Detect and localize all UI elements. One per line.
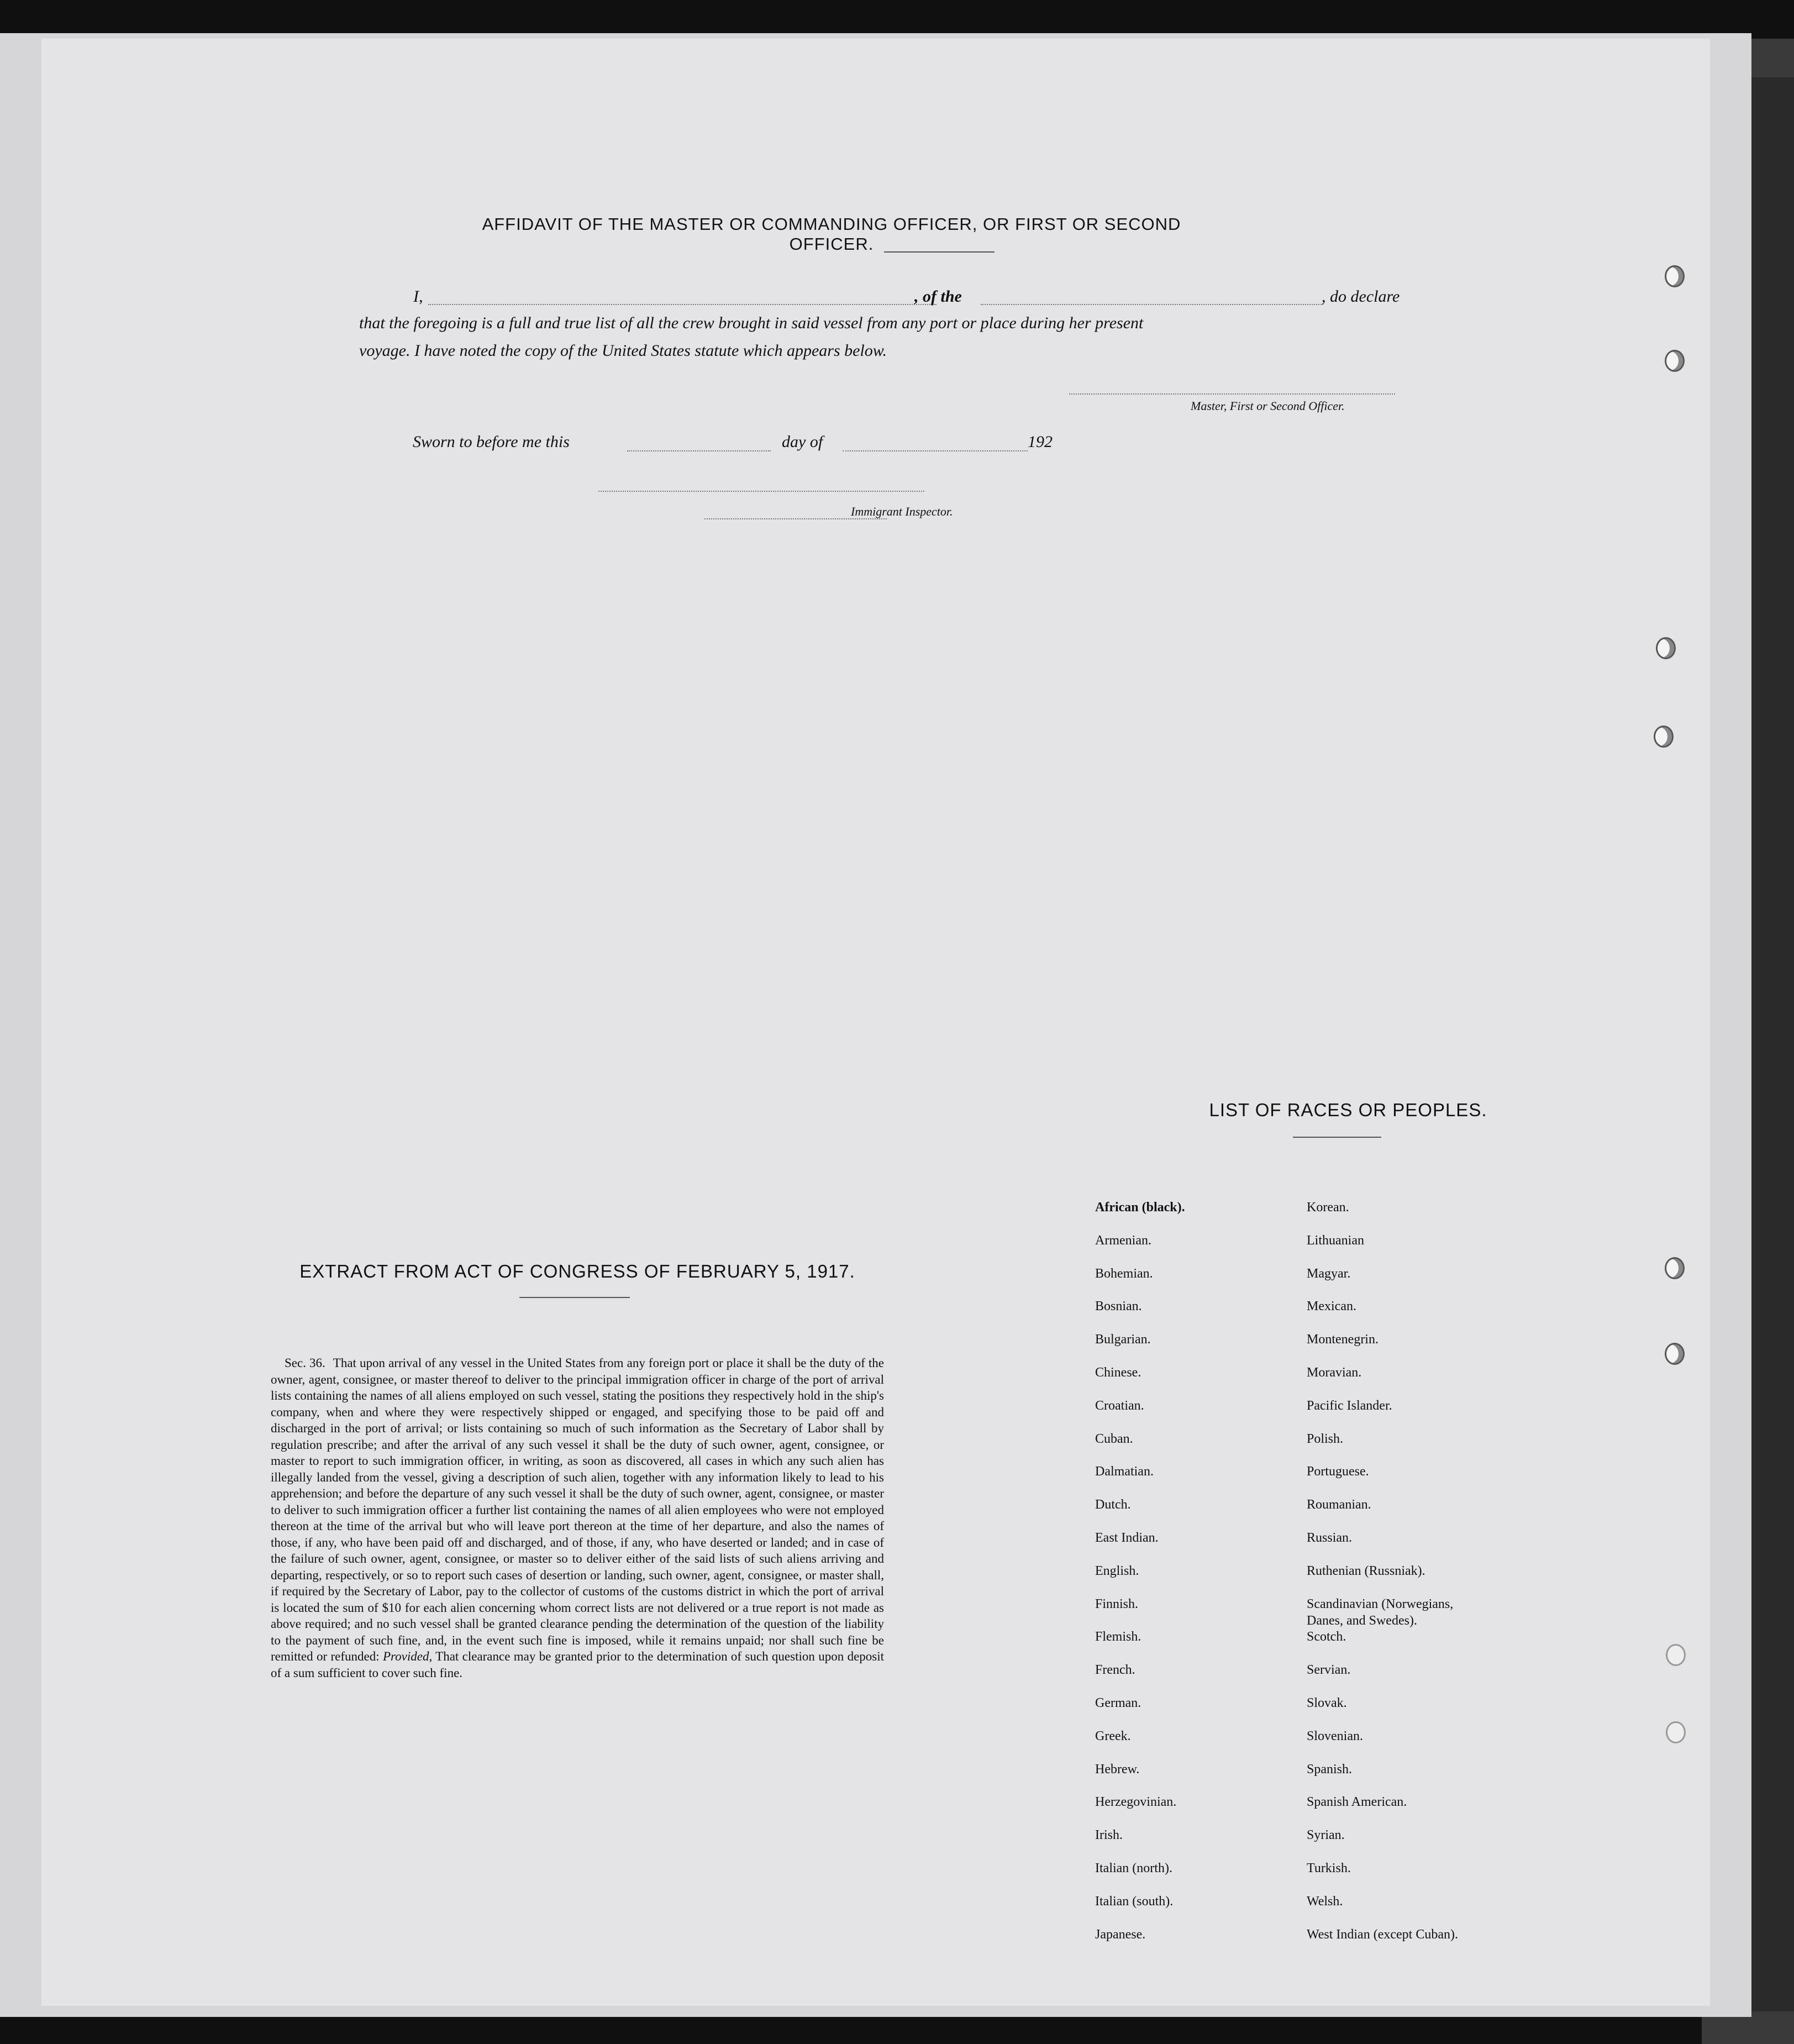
race-item: Turkish.	[1307, 1861, 1351, 1875]
race-item: English.	[1095, 1563, 1139, 1578]
binding-hole	[1666, 1644, 1686, 1666]
binding-hole	[1665, 1343, 1685, 1365]
affidavit-i-label: I,	[413, 287, 423, 306]
race-item: German.	[1095, 1696, 1141, 1710]
act-section-36	[271, 1355, 884, 1681]
race-item: Hebrew.	[1095, 1762, 1140, 1777]
race-item: Bosnian.	[1095, 1299, 1142, 1314]
inspector-caption: Immigrant Inspector.	[851, 505, 953, 518]
section-label: Sec. 36.	[285, 1356, 325, 1370]
race-item: Italian (north).	[1095, 1861, 1172, 1875]
binding-hole	[1666, 1721, 1686, 1743]
race-item: Ruthenian (Russniak).	[1307, 1563, 1425, 1578]
race-item: Chinese.	[1095, 1365, 1141, 1380]
provided-word: Provided,	[382, 1649, 433, 1663]
race-item: Armenian.	[1095, 1233, 1151, 1248]
race-item: Pacific Islander.	[1307, 1398, 1392, 1413]
race-item: Scandinavian (Norwegians,	[1307, 1596, 1454, 1611]
master-caption: Master, First or Second Officer.	[1191, 399, 1345, 413]
race-item: Finnish.	[1095, 1596, 1139, 1611]
race-item: Welsh.	[1307, 1894, 1343, 1909]
race-item: West Indian (except Cuban).	[1307, 1927, 1458, 1942]
race-item: Bulgarian.	[1095, 1332, 1151, 1347]
race-item: Spanish.	[1307, 1762, 1353, 1777]
affidavit-line-3: voyage. I have noted the copy of the United States statute which appears below.	[359, 341, 887, 360]
binding-hole	[1665, 350, 1685, 372]
inspector-line-upper	[598, 491, 924, 492]
sworn-year: 192	[1028, 433, 1053, 451]
race-item: Magyar.	[1307, 1266, 1351, 1281]
race-item: Roumanian.	[1307, 1497, 1371, 1512]
section-text-1: That upon arrival of any vessel in the United States from any foreign port or place it shall be the duty of the owner, agent, consignee, or master thereof to deliver to the principal immigration officer in charge of the port of arrival lists containing the names of all aliens employed on such vessel, stating the positions they respectively hold in the ship's company, when and where they were respectively shipped or engaged, and specifying those to be paid off and discharged in the port of arrival; or lists containing so much of such information as the Secretary of Labor shall by regulation prescribe; and after the arrival of any such vessel it shall be the duty of such owner, agent, consignee, or master to report to such immigration officer, in writing, as soon as discovered, all cases in which any such alien has illegally landed from the vessel, giving a description of such alien, together with any information likely to lead to his apprehension; and before the departure of any such vessel it shall be the duty of such owner, agent, consignee, or master to deliver to such immigration officer a further list containing the names of all alien employees who were not employed thereon at the time of the arrival but who will leave port thereon at the time of her departure, and also the names of those, if any, who have been paid off and discharged, and of those, if any, who have deserted or landed; and in case of the failure of such owner, agent, consignee, or master so to deliver either of the said lists of such aliens arriving and departing, respectively, or so to report such cases of desertion or landing, such owner, agent, consignee, or master shall, if required by the Secretary of Labor, pay to the collector of customs of the customs district in which the port of arrival is located the sum of $10 for each alien concerning whom correct lists are not delivered or a true report is not made as above required; and no such vessel shall be granted clearance pending the determination of the question of the liability to the payment of such fine, and, in the event such fine is imposed, while it remains unpaid; nor shall such fine be remitted or refunded:	[271, 1356, 885, 1663]
affidavit-title: AFFIDAVIT OF THE MASTER OR COMMANDING OFFICER, OR FIRST OR SECOND OFFICER.	[482, 214, 1181, 254]
race-item: African (black).	[1095, 1200, 1185, 1215]
race-item: French.	[1095, 1663, 1135, 1678]
manifest-page	[41, 39, 1710, 2006]
race-item: Bohemian.	[1095, 1266, 1153, 1281]
race-item: Croatian.	[1095, 1398, 1144, 1413]
race-item: Slovak.	[1307, 1696, 1347, 1710]
extract-title-underline	[519, 1297, 630, 1298]
race-item: Korean.	[1307, 1200, 1349, 1215]
race-item: Herzegovinian.	[1095, 1795, 1177, 1810]
officer-name-line	[428, 304, 937, 305]
races-title: LIST OF RACES OR PEOPLES.	[1209, 1100, 1487, 1120]
race-item: Moravian.	[1307, 1365, 1362, 1380]
race-item: Dalmatian.	[1095, 1464, 1154, 1479]
race-item: Lithuanian	[1307, 1233, 1364, 1248]
race-item: Portuguese.	[1307, 1464, 1369, 1479]
sworn-text: Sworn to before me this	[413, 433, 570, 451]
affidavit-do-declare: , do declare	[1322, 287, 1400, 306]
races-title-underline	[1293, 1137, 1381, 1138]
race-item: Danes, and Swedes).	[1307, 1613, 1417, 1628]
race-item: Italian (south).	[1095, 1894, 1174, 1909]
race-item: Scotch.	[1307, 1630, 1346, 1644]
race-item: Polish.	[1307, 1431, 1344, 1446]
race-item: Russian.	[1307, 1531, 1353, 1545]
race-item: Flemish.	[1095, 1630, 1141, 1644]
binding-hole	[1665, 1257, 1685, 1279]
race-item: Dutch.	[1095, 1497, 1131, 1512]
race-item: East Indian.	[1095, 1531, 1159, 1545]
race-item: Servian.	[1307, 1663, 1351, 1678]
sworn-day-line	[627, 450, 771, 451]
sworn-day-of: day of	[782, 433, 823, 451]
affidavit-title-underline	[884, 251, 995, 253]
race-item: Montenegrin.	[1307, 1332, 1379, 1347]
binding-hole	[1656, 637, 1676, 659]
affidavit-line-2: that the foregoing is a full and true list of all the crew brought in said vessel from any port or place during her present	[359, 314, 1144, 332]
race-item: Spanish American.	[1307, 1795, 1407, 1810]
race-item: Greek.	[1095, 1728, 1131, 1743]
race-item: Slovenian.	[1307, 1728, 1363, 1743]
sworn-month-line	[843, 450, 1028, 451]
binding-hole	[1665, 265, 1685, 287]
section-text-2: That clearance may be granted prior to the determination of such question upon deposit of a sum sufficient to cover such fine.	[271, 1649, 885, 1680]
race-item: Mexican.	[1307, 1299, 1356, 1314]
extract-title: EXTRACT FROM ACT OF CONGRESS OF FEBRUARY 5, 1917.	[299, 1261, 855, 1281]
race-item: Irish.	[1095, 1828, 1123, 1843]
race-item: Syrian.	[1307, 1828, 1345, 1843]
binding-hole	[1654, 726, 1674, 748]
affidavit-of-the: , of the	[914, 287, 962, 306]
vessel-name-line	[981, 304, 1323, 305]
race-item: Japanese.	[1095, 1927, 1146, 1942]
master-signature-line	[1069, 393, 1395, 395]
race-item: Cuban.	[1095, 1431, 1133, 1446]
